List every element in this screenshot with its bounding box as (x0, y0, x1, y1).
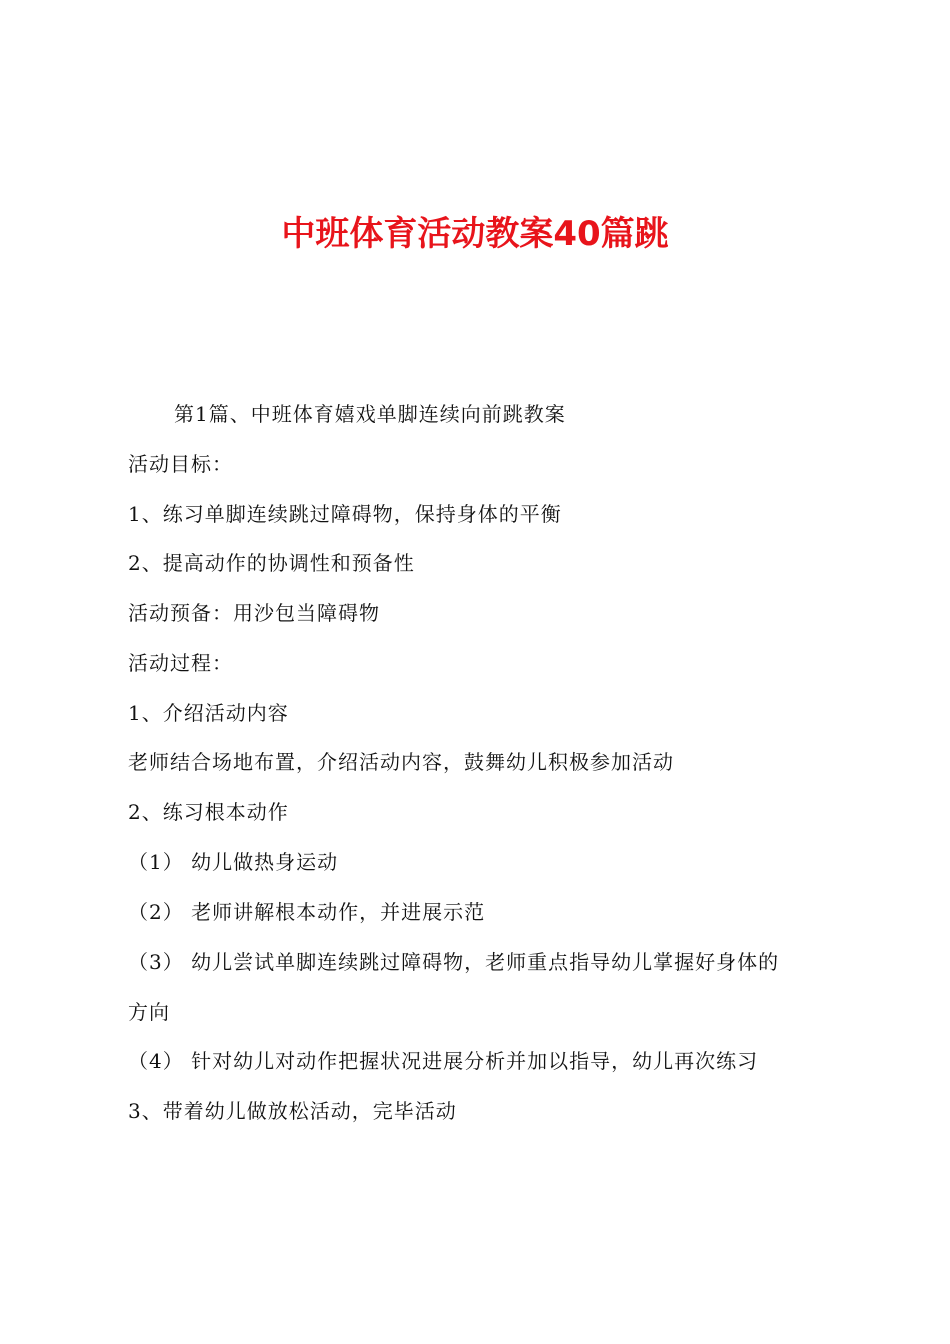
process-label: 活动过程： (128, 651, 233, 675)
sub-step: （4） 针对幼儿对动作把握状况进展分析并加以指导，幼儿再次练习 (128, 1049, 759, 1073)
process-detail: 老师结合场地布置，介绍活动内容，鼓舞幼儿积极参加活动 (128, 750, 674, 774)
sub-step: （3） 幼儿尝试单脚连续跳过障碍物，老师重点指导幼儿掌握好身体的 (128, 950, 780, 974)
objective-item: 2、提高动作的协调性和预备性 (128, 551, 415, 575)
objectives-label: 活动目标： (128, 452, 233, 476)
process-step: 1、介绍活动内容 (128, 701, 289, 725)
objective-item: 1、练习单脚连续跳过障碍物，保持身体的平衡 (128, 502, 562, 526)
sub-step: （1） 幼儿做热身运动 (128, 850, 339, 874)
document-title: 中班体育活动教案40篇跳 (281, 214, 669, 254)
process-step: 3、带着幼儿做放松活动，完毕活动 (128, 1099, 457, 1123)
process-step: 2、练习根本动作 (128, 800, 289, 824)
sub-step-continuation: 方向 (128, 1000, 170, 1024)
preparation-line: 活动预备：用沙包当障碍物 (128, 601, 380, 625)
sub-step: （2） 老师讲解根本动作，并进展示范 (128, 900, 486, 924)
section-heading: 第1篇、中班体育嬉戏单脚连续向前跳教案 (174, 402, 566, 426)
